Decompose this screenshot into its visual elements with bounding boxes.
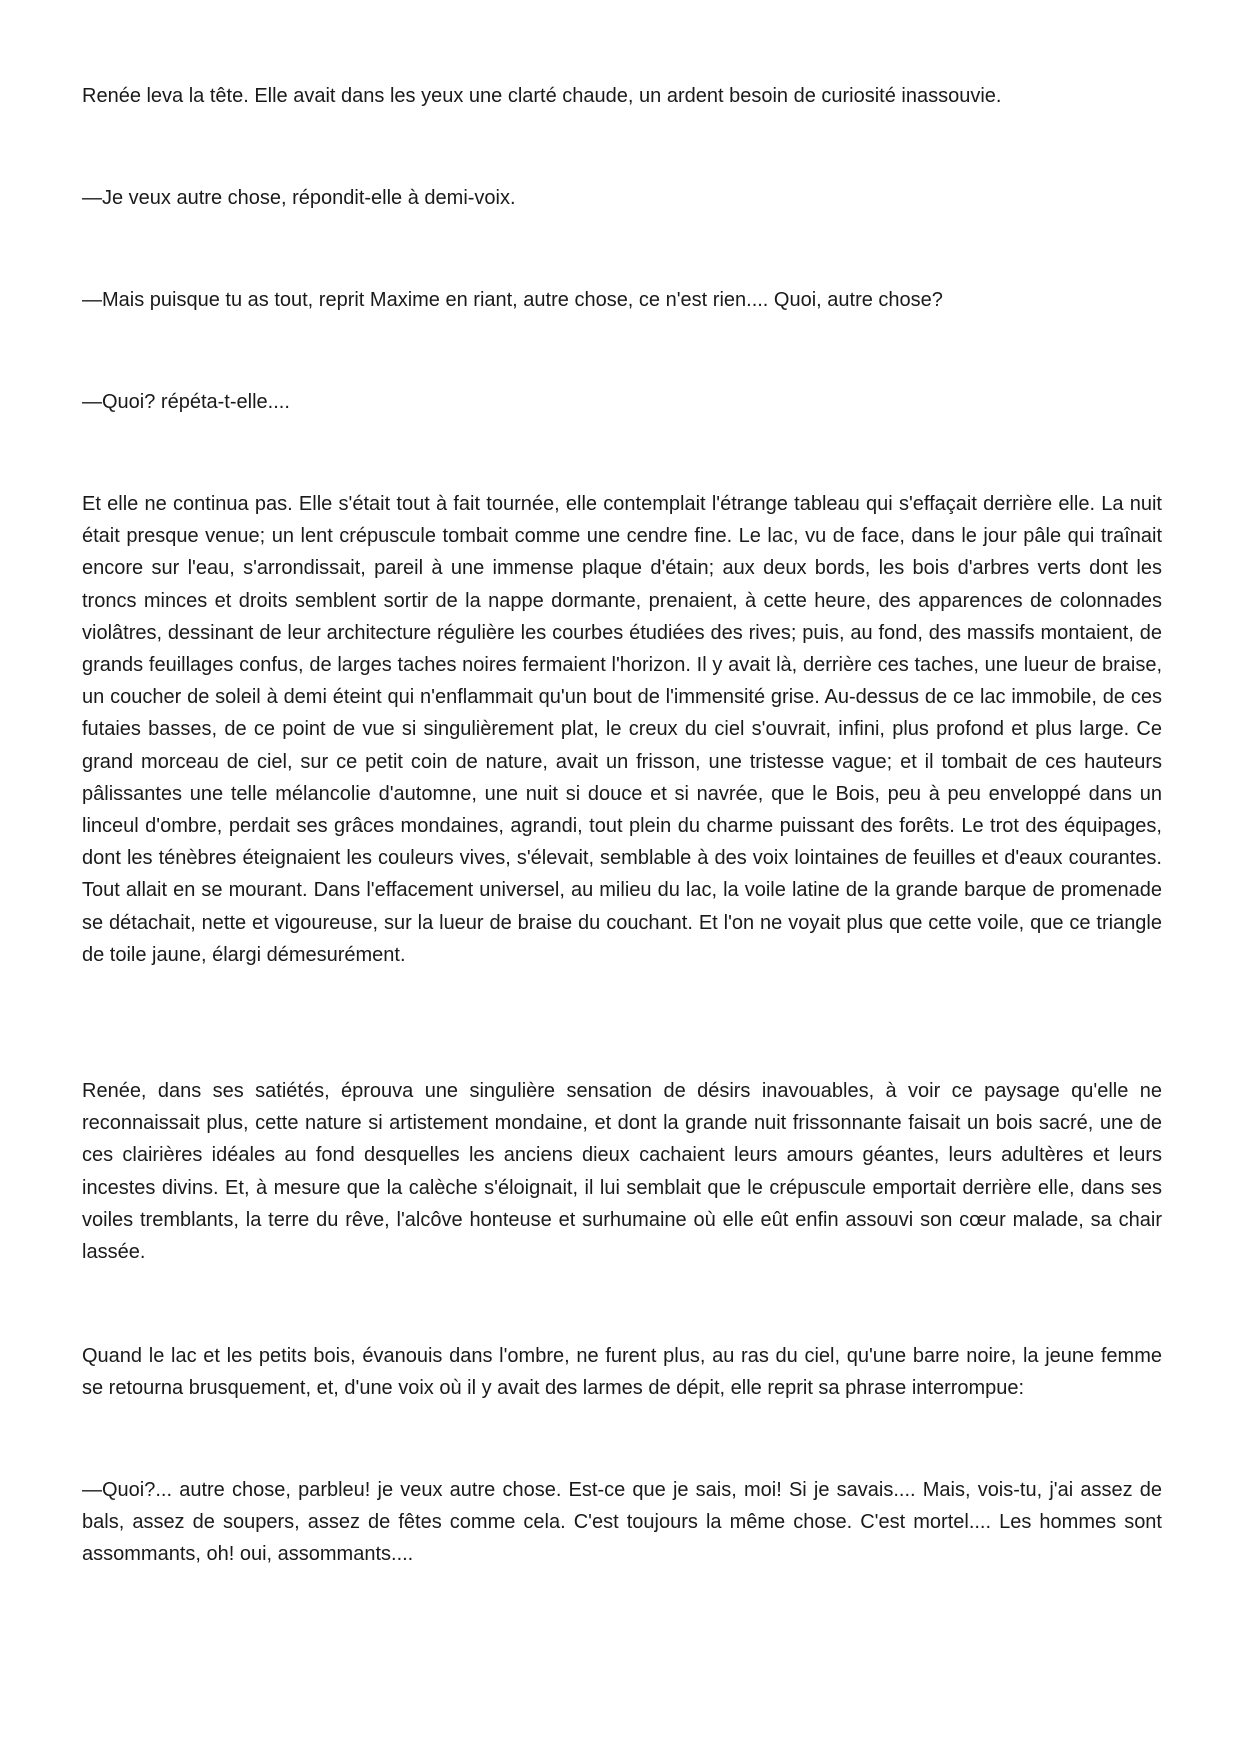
paragraph-lake-twilight-description: Et elle ne continua pas. Elle s'était tout à fait tournée, elle contemplait l'étrange tableau qui s'effaçait derrière elle. La nuit était presque venue; un lent crépuscule tombait comme une cendre fine. Le lac, vu de face, dans le jour pâle qui traînait encore sur l'eau, s'arrondissait, pareil à une immense plaque d'étain; aux deux bords, les bois d'arbres verts dont les troncs minces et droits semblent sortir de la nappe dormante, prenaient, à cette heure, des apparences de colonnades violâtres, dessinant de leur architecture régulière les courbes étudiées des rives; puis, au fond, des massifs montaient, de grands feuillages confus, de larges taches noires fermaient l'horizon. Il y avait là, derrière ces taches, une lueur de braise, un coucher de soleil à demi éteint qui n'enflammait qu'un bout de l'immensité grise. Au-dessus de ce lac immobile, de ces futaies basses, de ce point de vue si singulièrement plat, le creux du ciel s'ouvrait, infini, plus profond et plus large. Ce grand morceau de ciel, sur ce petit coin de nature, avait un frisson, une tristesse vague; et il tombait de ces hauteurs pâlissantes une telle mélancolie d'automne, une nuit si douce et si navrée, que le Bois, peu à peu enveloppé dans un linceul d'ombre, perdait ses grâces mondaines, agrandi, tout plein du charme puissant des forêts. Le trot des équipages, dont les ténèbres éteignaient les couleurs vives, s'élevait, semblable à des voix lointaines de feuilles et d'eaux courantes. Tout allait en se mourant. Dans l'effacement universel, au milieu du lac, la voile latine de la grande barque de promenade se détachait, nette et vigoureuse, sur la lueur de braise du couchant. Et l'on ne voyait plus que cette voile, que ce triangle de toile jaune, élargi démesurément. xyxy=(82,493,1162,966)
dialogue-quoi-autre-chose-parbleu: —Quoi?... autre chose, parbleu! je veux autre chose. Est-ce que je sais, moi! Si je savais.... Mais, vois-tu, j'ai assez de bals, assez de soupers, assez de fêtes comme cela. C'est toujours la même chose. C'est mortel.... Les hommes sont assommants, oh! oui, assommants.... xyxy=(82,1479,1162,1566)
dialogue-quoi-repeta: —Quoi? répéta-t-elle.... xyxy=(82,391,290,413)
dialogue-maxime-reply: —Mais puisque tu as tout, reprit Maxime en riant, autre chose, ce n'est rien.... Quoi, autre chose? xyxy=(82,289,943,311)
dialogue-je-veux-autre-chose: —Je veux autre chose, répondit-elle à demi-voix. xyxy=(82,187,516,209)
paragraph-renee-leva-la-tete: Renée leva la tête. Elle avait dans les yeux une clarté chaude, un ardent besoin de curiosité inassouvie. xyxy=(82,85,1002,107)
paragraph-quand-le-lac: Quand le lac et les petits bois, évanouis dans l'ombre, ne furent plus, au ras du ciel, qu'une barre noire, la jeune femme se retourna brusquement, et, d'une voix où il y avait des larmes de dépit, elle reprit sa phrase interrompue: xyxy=(82,1345,1162,1400)
paragraph-renee-satietes: Renée, dans ses satiétés, éprouva une singulière sensation de désirs inavouables, à voir ce paysage qu'elle ne reconnaissait plus, cette nature si artistement mondaine, et dont la grande nuit frissonnante faisait un bois sacré, une de ces clairières idéales au fond desquelles les anciens dieux cachaient leurs amours géantes, leurs adultères et leurs incestes divins. Et, à mesure que la calèche s'éloignait, il lui semblait que le crépuscule emportait derrière elle, dans ses voiles tremblants, la terre du rêve, l'alcôve honteuse et surhumaine où elle eût enfin assouvi son cœur malade, sa chair lassée. xyxy=(82,1080,1162,1264)
